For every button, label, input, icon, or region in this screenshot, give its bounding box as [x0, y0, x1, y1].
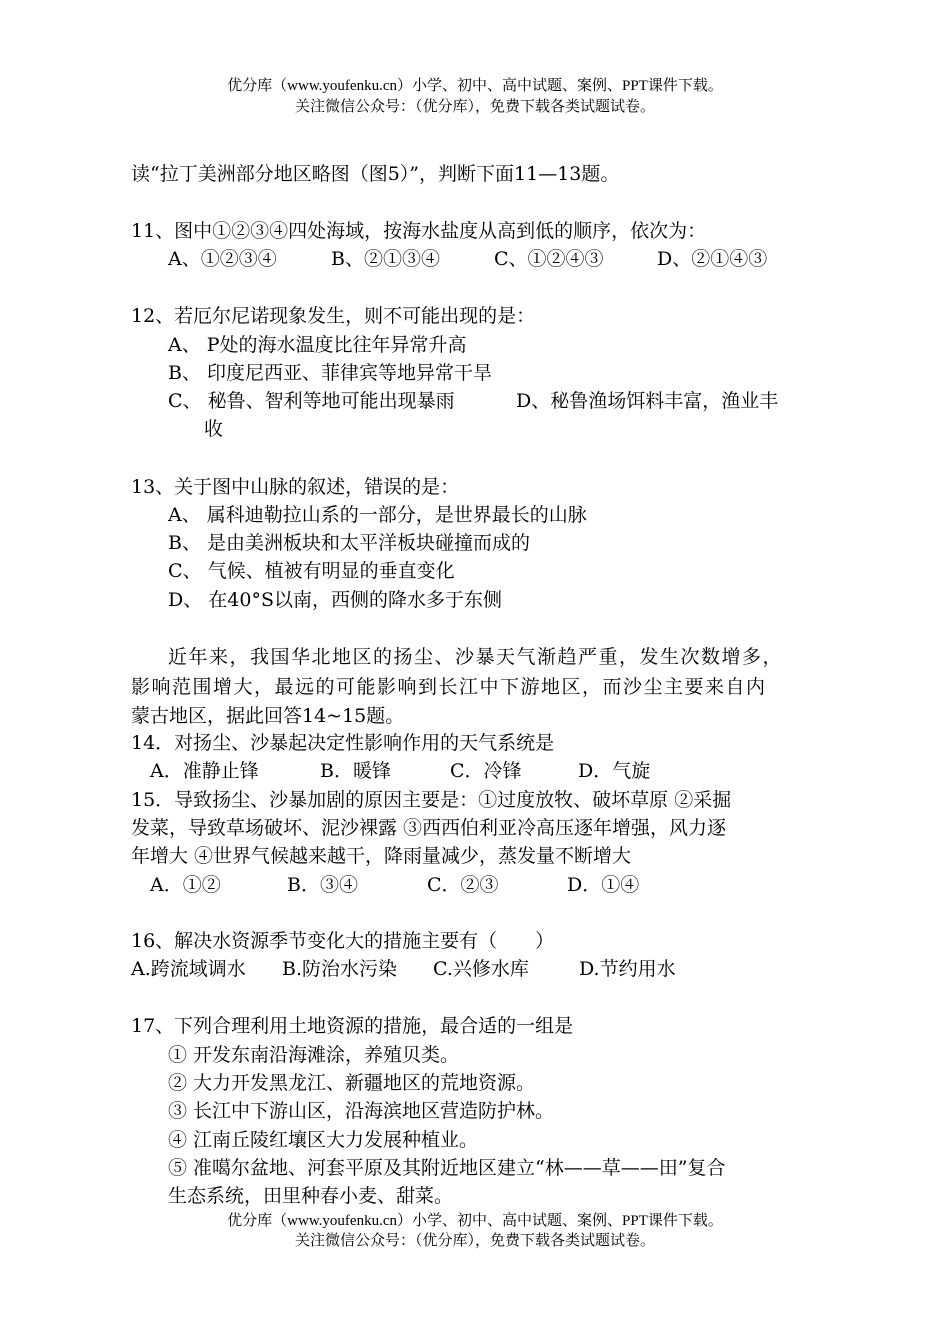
footer-line-1: 优分库（www.youfenku.cn）小学、初中、高中试题、案例、PPT课件下载。	[227, 1213, 723, 1229]
q13-option-b: B、 是由美洲板块和太平洋板块碰撞而成的	[168, 532, 531, 554]
q14-option-d: D．气旋	[578, 760, 651, 782]
q11-option-d: D、②①④③	[657, 248, 768, 270]
q11-option-c: C、①②④③	[494, 248, 604, 270]
question-13-stem: 13、关于图中山脉的叙述，错误的是：	[131, 476, 460, 498]
footer-line-2: 关注微信公众号：（优分库），免费下载各类试题试卷。	[294, 1233, 655, 1249]
q17-item-3: ③ 长江中下游山区，沿海滨地区营造防护林。	[168, 1100, 555, 1122]
question-15-line-3: 年增大 ④世界气候越来越干，降雨量减少，蒸发量不断增大	[131, 845, 632, 867]
question-16-stem: 16、解决水资源季节变化大的措施主要有（ ）	[131, 930, 555, 952]
question-16-options	[131, 955, 676, 983]
passage-line-1: 近年来，我国华北地区的扬尘、沙暴天气渐趋严重，发生次数增多，	[168, 646, 784, 668]
q17-item-1: ① 开发东南沿海滩涂，养殖贝类。	[168, 1044, 460, 1066]
q12-option-c: C、 秘鲁、智利等地可能出现暴雨	[168, 390, 455, 412]
q17-item-5-continued: 生态系统，田里种春小麦、甜菜。	[168, 1185, 454, 1207]
header-line-2: 关注微信公众号：（优分库），免费下载各类试题试卷。	[294, 99, 655, 115]
question-15-options	[150, 871, 639, 899]
q17-item-4: ④ 江南丘陵红壤区大力发展种植业。	[168, 1129, 479, 1151]
question-14-options	[150, 757, 650, 785]
q16-option-d: D.节约用水	[579, 958, 676, 980]
q14-option-b: B．暖锋	[320, 760, 391, 782]
q13-option-a: A、 属科迪勒拉山系的一部分，是世界最长的山脉	[168, 504, 587, 526]
q15-option-d: D．①④	[567, 874, 640, 896]
q16-option-c: C.兴修水库	[433, 958, 529, 980]
q13-option-d: D、 在40°S以南，西侧的降水多于东侧	[168, 589, 502, 611]
passage-line-2: 影响范围增大，最远的可能影响到长江中下游地区，而沙尘主要来自内	[131, 676, 767, 698]
question-15-line-2: 发菜，导致草场破坏、泥沙裸露 ③西西伯利亚冷高压逐年增强，风力逐	[131, 817, 727, 839]
question-15-line-1: 15．导致扬尘、沙暴加剧的原因主要是：①过度放牧、破坏草原 ②采掘	[131, 789, 732, 811]
q16-option-b: B.防治水污染	[282, 958, 398, 980]
q12-option-b: B、 印度尼西亚、菲律宾等地异常干旱	[168, 362, 493, 384]
q11-option-b: B、②①③④	[331, 248, 440, 270]
passage-line-3: 蒙古地区，据此回答14~15题。	[131, 705, 405, 727]
q14-option-c: C．冷锋	[450, 760, 522, 782]
q15-option-a: A．①②	[150, 874, 221, 896]
q12-option-a: A、 P处的海水温度比往年异常升高	[168, 334, 467, 356]
question-17-stem: 17、下列合理利用土地资源的措施，最合适的一组是	[131, 1015, 574, 1037]
q12-option-d-continued: 收	[204, 418, 224, 440]
question-12-stem: 12、若厄尔尼诺现象发生，则不可能出现的是：	[131, 305, 536, 327]
q17-item-5: ⑤ 准噶尔盆地、河套平原及其附近地区建立“林——草——田”复合	[168, 1157, 726, 1179]
q11-option-a: A、①②③④	[168, 248, 277, 270]
header-line-1: 优分库（www.youfenku.cn）小学、初中、高中试题、案例、PPT课件下载。	[227, 78, 723, 94]
q16-option-a: A.跨流域调水	[131, 958, 246, 980]
q14-option-a: A．准静止锋	[150, 760, 259, 782]
question-11-options	[168, 245, 767, 273]
question-11-stem: 11、图中①②③④四处海域，按海水盐度从高到低的顺序，依次为：	[131, 220, 707, 242]
q12-option-d: D、秘鲁渔场饵料丰富，渔业丰	[516, 390, 779, 412]
q15-option-b: B．③④	[287, 874, 358, 896]
question-12-row-cd	[168, 387, 778, 415]
q13-option-c: C、 气候、植被有明显的垂直变化	[168, 560, 455, 582]
question-14-stem: 14．对扬尘、沙暴起决定性影响作用的天气系统是	[131, 732, 555, 754]
q15-option-c: C．②③	[427, 874, 499, 896]
intro-text: 读“拉丁美洲部分地区略图（图5）”，判断下面11—13题。	[131, 163, 620, 185]
q17-item-2: ② 大力开发黑龙江、新疆地区的荒地资源。	[168, 1072, 536, 1094]
